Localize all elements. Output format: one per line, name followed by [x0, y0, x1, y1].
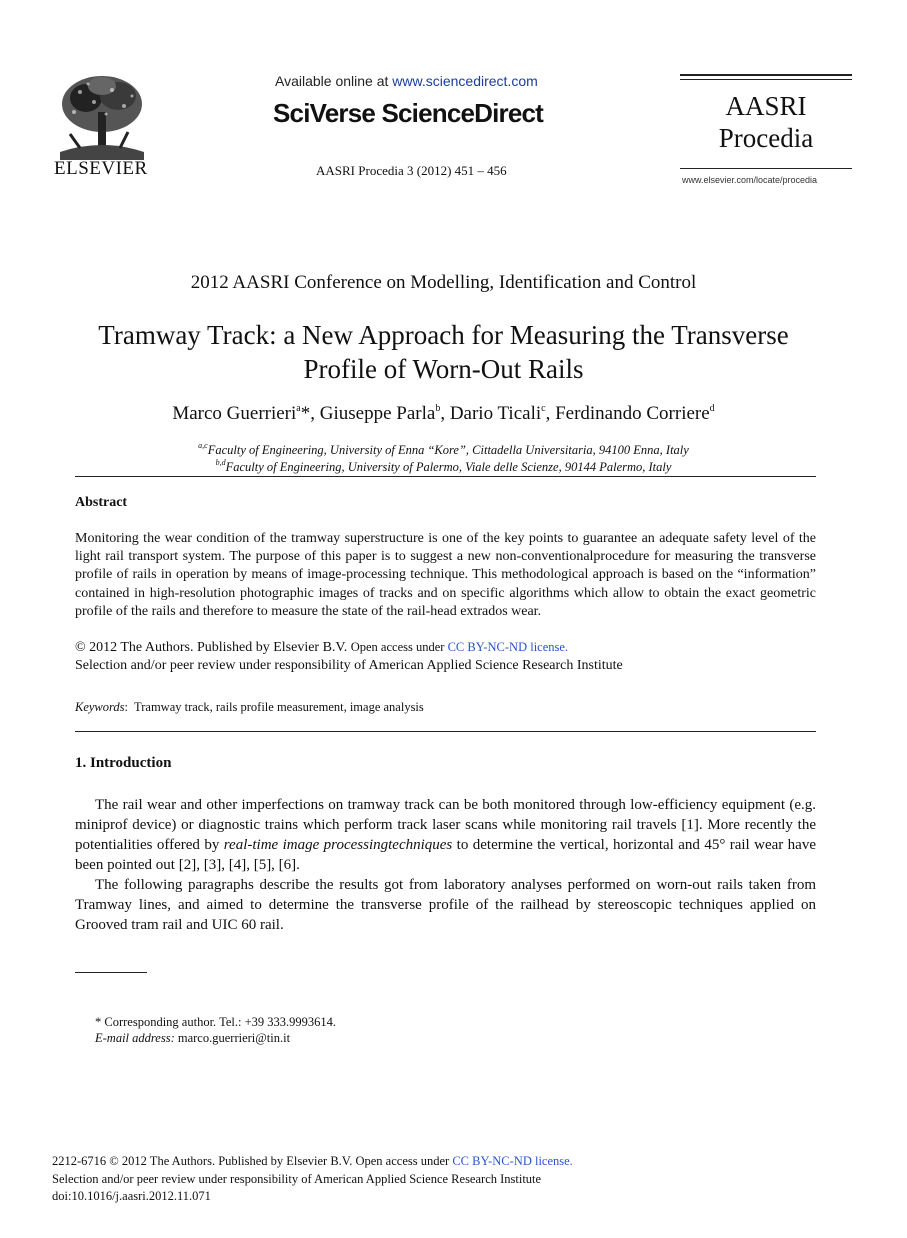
journal-rule-top2 — [680, 79, 852, 80]
affiliations — [0, 442, 887, 476]
author: Giuseppe Parla$^b$, — [319, 402, 450, 424]
author-list — [0, 403, 887, 425]
intro-heading: 1. Introduction — [75, 755, 172, 771]
email-address[interactable]: marco.guerrieri@tin.it — [177, 1031, 291, 1045]
rule-above-abstract — [75, 476, 816, 477]
journal-rule-top — [680, 74, 852, 76]
conference-name: 2012 AASRI Conference on Modelling, Identification and Control — [190, 272, 697, 293]
elsevier-wordmark: ELSEVIER — [54, 158, 148, 179]
journal-citation: AASRI Procedia 3 (2012) 451 – 456 — [316, 163, 507, 178]
keywords-label: Keywords — [75, 700, 125, 714]
rule-below-keywords — [75, 731, 816, 732]
intro-paragraph-1: The rail wear and other imperfections on tramway track can be both monitored through low-efficiency equipment (e.g. miniprof device) or diagnostic trains which perform track laser scans while monitoring rail travels [1]. More recently the potentialities offered by real-time image processingtechniques to determine the vertical, horizontal and 45° rail wear have been pointed out [2], [3], [4], [5], [6]. — [75, 797, 817, 873]
journal-name: AASRI Procedia — [718, 91, 814, 153]
footnote-corresponding: * Corresponding author. Tel.: +39 333.9993614. — [95, 1015, 336, 1029]
footer — [52, 1153, 573, 1206]
footnote-email: E-mail address: marco.guerrieri@tin.it — [95, 1031, 291, 1045]
paper-title: Tramway Track: a New Approach for Measuring the Transverse Profile of Worn-Out Rails — [98, 320, 789, 384]
author: Marco Guerrieri$^a$*, — [172, 402, 320, 424]
footer-copyright: 2212-6716 © 2012 The Authors. Published by Elsevier B.V. Open access under CC BY-NC-ND license. — [52, 1154, 573, 1168]
sciverse-brand: SciVerse ScienceDirect — [273, 98, 544, 128]
intro-paragraph-2: The following paragraphs describe the results got from laboratory analyses performed on worn-out rails taken from Tramway lines, and aimed to determine the transverse profile of the railhead by stereoscopic techniques applied on Grooved tram rail and UIC 60 rail. — [75, 877, 816, 933]
footnote-rule — [75, 972, 147, 973]
affiliation: $^{a,c}$Faculty of Engineering, University of Enna “Kore”, Cittadella Universitaria, 94100 Enna, Italy — [198, 440, 689, 457]
affiliation: $^{b,d}$Faculty of Engineering, University of Palermo, Viale delle Scienze, 90144 Palermo, Italy — [215, 457, 672, 474]
footer-license-link[interactable]: CC BY-NC-ND license. — [452, 1154, 573, 1168]
keywords-text: Tramway track, rails profile measurement, image analysis — [134, 700, 424, 714]
abstract-review: Selection and/or peer review under responsibility of American Applied Science Research Institute — [75, 658, 623, 673]
journal-rule-bottom — [680, 168, 852, 169]
available-online: Available online at www.sciencedirect.com — [275, 73, 538, 89]
elsevier-tree-icon — [50, 72, 154, 162]
keywords: Keywords: Tramway track, rails profile measurement, image analysis — [75, 700, 424, 714]
footer-doi: doi:10.1016/j.aasri.2012.11.071 — [52, 1189, 211, 1203]
abstract-text: Monitoring the wear condition of the tramway superstructure is one of the key points to guarantee an adequate safety level of the light rail transport system. The purpose of this paper is to suggest a new non-conventionalprocedure for measuring the transverse profile of rails in operation by means of image-processing technique. This methodological approach is based on the “information” contained in high-resolution photographic images of tracks and on specific algorithms which allow to obtain the exact geometric profile of the rails and therefore to measure the state of the rail-head extrados wear. — [75, 531, 816, 619]
elsevier-logo — [50, 72, 154, 180]
abstract-heading: Abstract — [75, 495, 128, 510]
author: Ferdinando Corriere$^d$ — [555, 402, 715, 424]
sciencedirect-link[interactable]: www.sciencedirect.com — [392, 73, 538, 89]
license-link[interactable]: CC BY-NC-ND license. — [447, 640, 569, 654]
footer-review: Selection and/or peer review under responsibility of American Applied Science Research Institute — [52, 1171, 542, 1186]
abstract-copyright: © 2012 The Authors. Published by Elsevier B.V. Open access under CC BY-NC-ND license. — [75, 640, 569, 655]
journal-url[interactable]: www.elsevier.com/locate/procedia — [682, 175, 818, 185]
author: Dario Ticali$^c$, — [449, 402, 556, 424]
